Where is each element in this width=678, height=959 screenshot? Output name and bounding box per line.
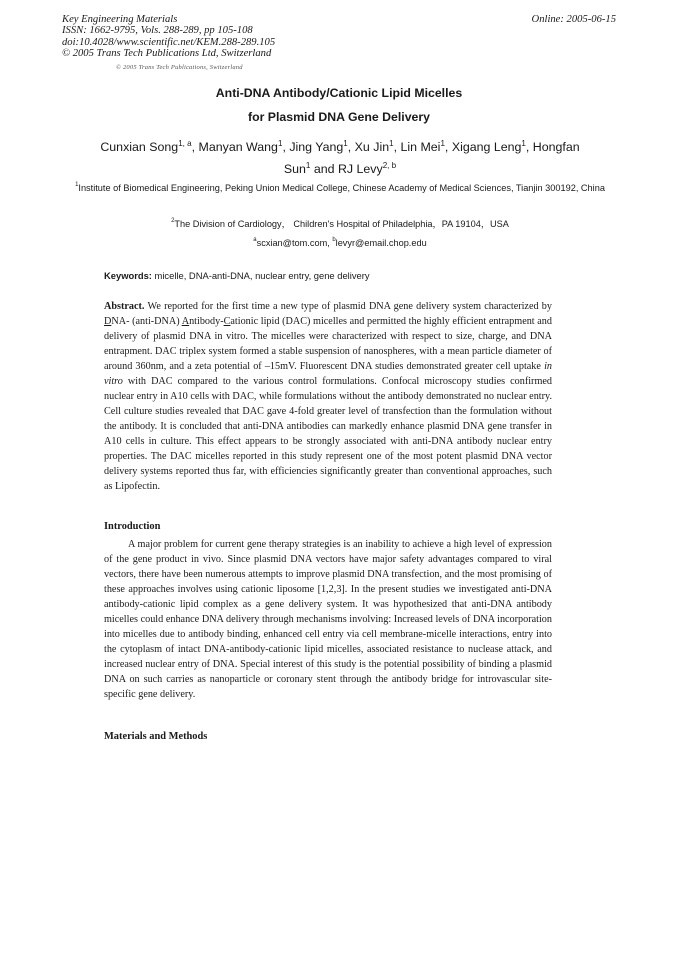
author-separator: , xyxy=(525,140,533,154)
paper-title-line-2: for Plasmid DNA Gene Delivery xyxy=(247,110,430,124)
doi-line: doi:10.4028/www.scientific.net/KEM.288-289.105 xyxy=(62,36,276,48)
author-conjunction: and xyxy=(310,162,338,176)
author-emails xyxy=(60,237,620,250)
author-separator: , xyxy=(444,140,452,154)
author-separator: , xyxy=(282,140,290,154)
abstract-label: Abstract. xyxy=(104,301,145,312)
email-mark: b xyxy=(332,237,336,243)
author-separator: , xyxy=(191,140,199,154)
author-affiliation-mark: 1, a xyxy=(178,139,192,148)
journal-header xyxy=(62,14,275,60)
journal-name: Key Engineering Materials xyxy=(62,14,178,25)
author-affiliation-mark: 1 xyxy=(440,139,445,148)
acronym-letter: D xyxy=(104,316,112,327)
author-affiliation-mark: 1 xyxy=(521,139,526,148)
affiliation-1 xyxy=(60,182,620,195)
affiliation-text: Institute of Biomedical Engineering, Peking Union Medical College, Chinese Academy of Medical Sciences, Tianjin 300192, China xyxy=(78,183,605,193)
affiliation-mark: 1 xyxy=(75,182,79,188)
author-name: Xu Jin xyxy=(354,140,390,154)
author-separator: , xyxy=(347,140,355,154)
author-separator: , xyxy=(393,140,401,154)
abstract xyxy=(104,299,552,494)
author-name: Cunxian Song xyxy=(100,140,179,154)
keywords-text: micelle, DNA-anti-DNA, nuclear entry, gene delivery xyxy=(151,270,370,281)
abstract-text: ationic lipid (DAC) micelles and permitted the highly efficient entrapment and delivery of plasmid DNA in vitro. The micelles were characterized with respect to size, charge, and DNA entrapment. DAC triplex system formed a stable suspension of nanospheres, with a mean particle diameter of around 360nm, and a zeta potential of –15mV. Fluorescent DNA studies demonstrated greater cell uptake xyxy=(104,316,552,372)
affiliation-text: The Division of Cardiology， Children's Hospital of Philadelphia，PA 19104，USA xyxy=(174,219,509,229)
introduction-text: A major problem for current gene therapy strategies is an inability to achieve a high level of expression of the gene product in vivo. Since plasmid DNA vectors have major safety advantages compared to viral vectors, there have been numerous attempts to improve plasmid DNA transfection, and the most promising of these approaches involves using cationic liposome [1,2,3]. In the present studies we investigated anti-DNA antibody-cationic lipid complex as a gene delivery system. It was hypothesized that anti-DNA antibody micelles could enhance DNA delivery through mechanisms involving: Increased levels of DNA incorporation into micelles due to antibody binding, enhanced cell entry via cell membrane-micelle interactions, entry into the cytoplasm of intact DNA-antibody-cationic lipid micelles, associated resistance to nuclease attack, and increased nuclear entry of DNA. Special interest of this study is the potential possibility of binding a plasmid DNA on such carries as nanoparticle or coronary stent through the antibody bridge for introvascular site-specific gene delivery. xyxy=(104,539,552,700)
email-address: scxian@tom.com, xyxy=(256,238,333,248)
abstract-text: ntibody- xyxy=(189,316,224,327)
abstract-text: NA- (anti-DNA) xyxy=(111,316,182,327)
acronym-letter: A xyxy=(181,316,190,327)
introduction-heading: Introduction xyxy=(104,521,161,532)
author-name: Hongfan Sun xyxy=(283,140,580,176)
keywords-label: Keywords: xyxy=(104,270,152,281)
abstract-italic: in vitro xyxy=(104,361,552,387)
author-name: Jing Yang xyxy=(289,140,344,154)
author-name: Lin Mei xyxy=(400,140,441,154)
affiliation-2 xyxy=(60,218,620,231)
abstract-text: with DAC compared to the various control formulations. Confocal microscopy studies confirmed nuclear entry in A10 cells with DAC, while formulations without the antibody demonstrated no nuclear entry. Cell culture studies revealed that DAC gave 4-fold greater level of transfection than the formulation without the antibody. It is concluded that anti-DNA antibodies can markedly enhance plasmid DNA gene transfer in A10 cells in culture. This effect appears to be strongly associated with anti-DNA antibody nuclear entry properties. The DAC micelles reported in this study represent one of the most potent plasmid DNA vector delivery systems reported thus far, with efficiencies significantly greater than conventional approaches, such as Lipofectin. xyxy=(104,376,552,492)
ghost-copyright-line: © 2005 Trans Tech Publications, Switzerland xyxy=(116,64,243,71)
paper-title-line-1: Anti-DNA Antibody/Cationic Lipid Micelles xyxy=(215,86,463,100)
abstract-text: We reported for the first time a new type of plasmid DNA gene delivery system characterized by xyxy=(144,301,552,312)
methods-heading: Materials and Methods xyxy=(104,731,208,742)
email-address: levyr@email.chop.edu xyxy=(335,238,427,248)
acronym-letter: C xyxy=(223,316,231,327)
issn-line: ISSN: 1662-9795, Vols. 288-289, pp 105-108 xyxy=(62,25,253,37)
keywords xyxy=(104,270,370,281)
author-name: RJ Levy xyxy=(337,162,383,176)
email-mark: a xyxy=(253,237,257,243)
author-affiliation-mark: 2, b xyxy=(382,161,397,170)
author-affiliation-mark: 1 xyxy=(389,139,394,148)
copyright-line: © 2005 Trans Tech Publications Ltd, Switzerland xyxy=(62,48,272,60)
author-affiliation-mark: 1 xyxy=(343,139,348,148)
author-name: Xigang Leng xyxy=(451,140,522,154)
affiliation-mark: 2 xyxy=(171,218,175,224)
author-name: Manyan Wang xyxy=(198,140,278,154)
author-list xyxy=(90,136,590,180)
author-affiliation-mark: 1 xyxy=(305,161,311,170)
online-date: Online: 2005-06-15 xyxy=(531,14,616,25)
author-affiliation-mark: 1 xyxy=(277,139,283,148)
